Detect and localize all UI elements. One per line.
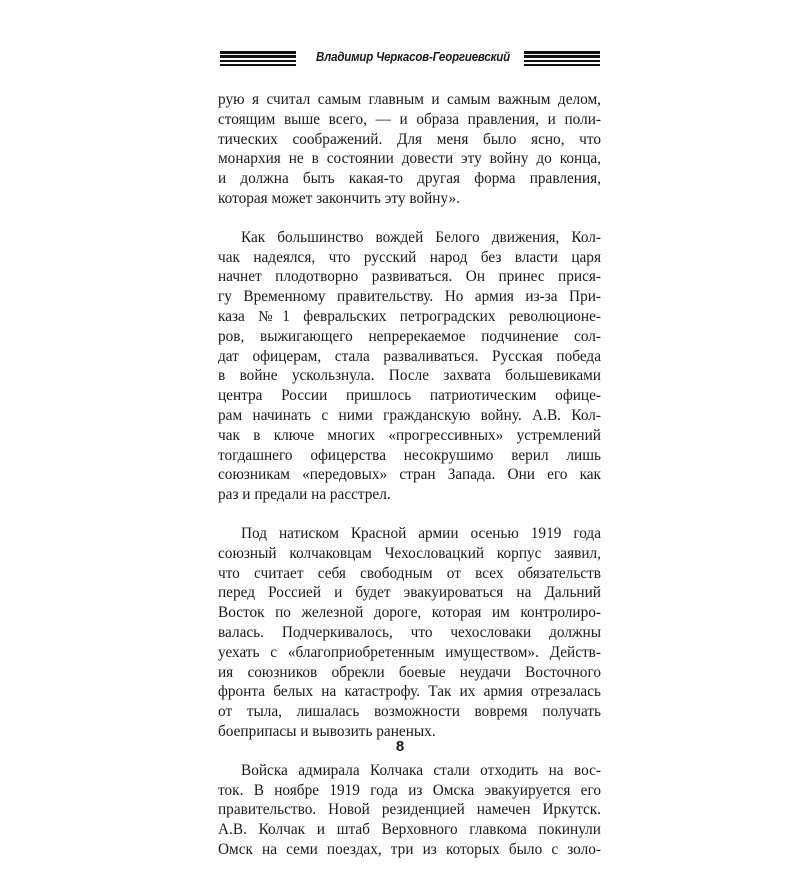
text-line: Как большинство вождей Белого движения, Кол-	[241, 228, 601, 246]
paragraph	[218, 90, 601, 209]
text-line: фронта белых на катастрофу. Так их армия отрезалась	[218, 683, 601, 701]
text-line: дат офицерам, стала разваливаться. Русская победа	[218, 347, 601, 365]
header-rule-right	[524, 51, 600, 67]
text-line: центра России пришлось патриотическим офице-	[218, 387, 601, 405]
text-line: стоящим выше всего, — и образа правления, и поли-	[218, 110, 601, 128]
text-line: которая может закончить эту войну».	[218, 189, 460, 207]
text-line: гу Временному правительству. Но армия из-за При-	[218, 288, 601, 306]
text-line: тогдашнего офицерства несокрушимо верил лишь	[218, 446, 601, 464]
text-line: рам начинать с ними гражданскую войну. А.В. Кол-	[218, 406, 601, 424]
paragraph	[218, 228, 601, 505]
text-line: ток. В ноябре 1919 года из Омска эвакуируется его	[218, 781, 601, 799]
text-line: Восток по железной дороге, которая им контролиро-	[218, 604, 601, 622]
text-line: Войска адмирала Колчака стали отходить на вос-	[241, 761, 601, 779]
text-line: ия союзников обрекли боевые неудачи Восточного	[218, 663, 601, 681]
text-line: правительство. Новой резиденцией намечен Иркутск.	[218, 801, 601, 819]
text-line: и должна быть какая-то другая форма правления,	[218, 170, 601, 188]
text-line: раз и предали на расстрел.	[218, 486, 391, 504]
text-line: чак надеялся, что русский народ без власти царя	[218, 248, 601, 266]
text-line: монархия не в состоянии довести эту войну до конца,	[218, 150, 601, 168]
paragraph	[218, 524, 601, 742]
text-line: союзникам «передовых» стран Запада. Они его как	[218, 466, 601, 484]
running-header	[200, 49, 600, 71]
header-rule-left	[220, 51, 296, 67]
text-line: уехать с «благоприобретенным имуществом». Действ-	[218, 643, 601, 661]
text-line: ров, выжигающего непререкаемое подчинение сол-	[218, 327, 601, 345]
text-line: валась. Подчеркивалось, что чехословаки должны	[218, 623, 601, 641]
text-line: боеприпасы и вывозить раненых.	[218, 722, 436, 740]
text-line: начнет плодотворно развиваться. Он принес прися-	[218, 268, 601, 286]
text-line: что считает себя свободным от всех обязательств	[218, 564, 601, 582]
paragraph	[218, 761, 601, 860]
text-line: перед Россией и будет эвакуироваться на Дальний	[218, 584, 601, 602]
body-text	[218, 90, 601, 879]
text-line: каза №1 февральских петроградских революционе-	[218, 307, 601, 325]
text-line: чак в ключе многих «прогрессивных» устремлений	[218, 426, 601, 444]
text-line: тических соображений. Для меня было ясно, что	[218, 130, 601, 148]
text-line: союзный колчаковцам Чехословацкий корпус заявил,	[218, 544, 601, 562]
text-line: Омск на семи поездах, три из которых было с золо-	[218, 840, 601, 858]
text-line: А.В. Колчак и штаб Верховного главкома покинули	[218, 821, 601, 839]
text-line: рую я считал самым главным и самым важным делом,	[218, 91, 601, 108]
header-author-title: Владимир Черкасов-Георгиевский	[316, 50, 510, 64]
text-line: Под натиском Красной армии осенью 1919 года	[241, 524, 601, 542]
text-line: в войне ускользнула. После захвата большевиками	[218, 367, 601, 385]
text-line: от тыла, лишалась возможности вовремя получать	[218, 703, 601, 721]
page-number: 8	[395, 738, 405, 755]
